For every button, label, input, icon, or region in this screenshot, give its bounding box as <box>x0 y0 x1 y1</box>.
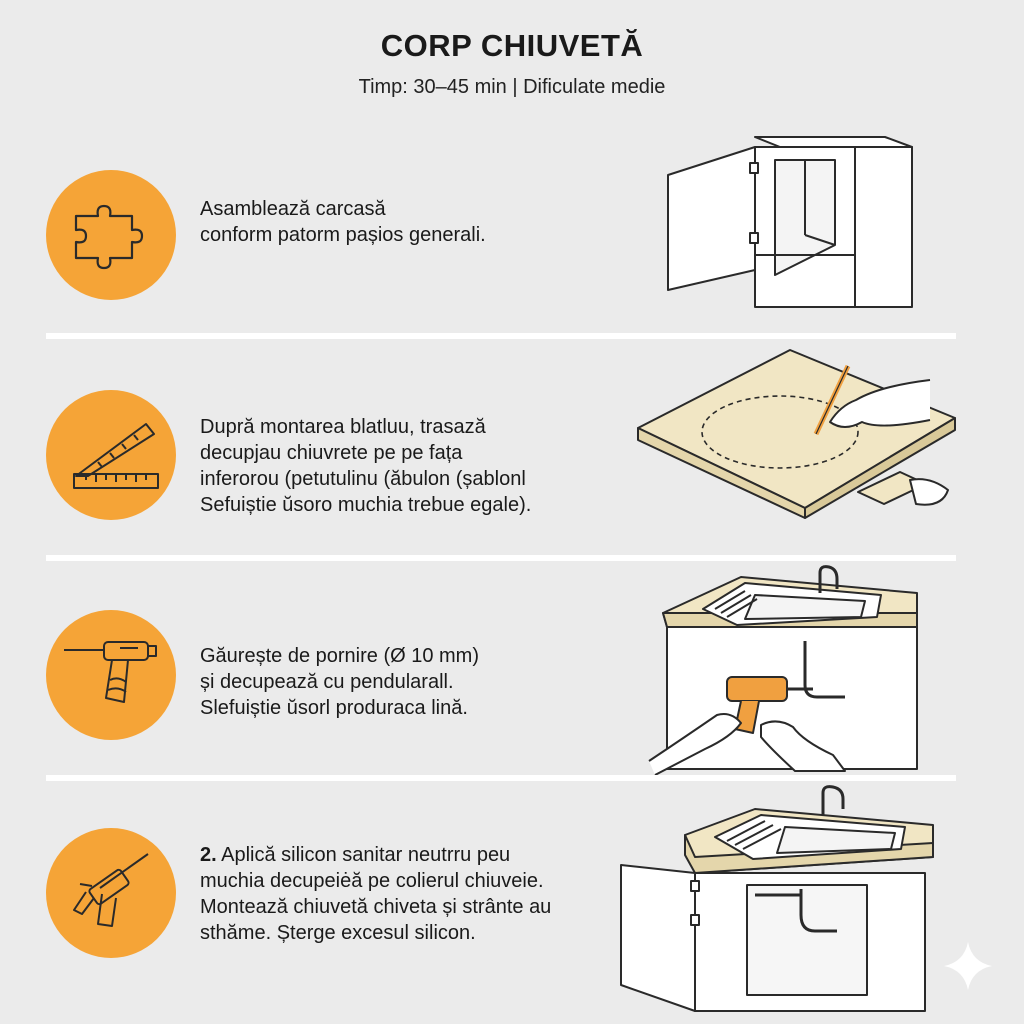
step-4-text: 2. Aplică silicon sanitar neutrru peu muchia decupeiėă pe colierul chiuveie. Montează chiuvetă chiveta și strânte au sthăme. Șterge excesul silicon. <box>200 844 552 944</box>
step-4-icon-badge <box>46 828 176 958</box>
step-4-number: 2. <box>200 844 217 866</box>
step-1-text: Asamblează carcasă conform patorm pașios generali. <box>200 198 486 246</box>
divider <box>46 555 956 561</box>
step-3-text: Găurește de pornire (Ø 10 mm) și decupează cu pendularall. Slefuiștie ŭsorl produraca lină. <box>200 645 479 719</box>
worktop-marking-illustration <box>630 340 960 530</box>
sparkle-icon <box>942 940 994 992</box>
drill-icon <box>46 610 176 740</box>
sink-installed-illustration <box>615 785 945 1015</box>
cabinet-carcass-illustration <box>660 115 920 315</box>
step-1-icon-badge <box>46 170 176 300</box>
page-title: CORP CHIUVETĂ <box>380 28 644 63</box>
divider <box>46 333 956 339</box>
step-3-icon-badge <box>46 610 176 740</box>
ruler-square-icon <box>46 390 176 520</box>
sink-drilling-illustration <box>645 565 945 775</box>
divider <box>46 775 956 781</box>
step-2-icon-badge <box>46 390 176 520</box>
page-subtitle: Timp: 30–45 min | Dificulate medie <box>358 76 666 98</box>
step-2-text: Dupră montarea blatluu, trasază decupjau chiuvrete pe pe fața inferorou (petutulinu (ăbulon (șablonl Sefuiștie ŭsoro muchia trebue egale). <box>200 416 532 516</box>
puzzle-icon <box>46 170 176 300</box>
silicone-gun-icon <box>46 828 176 958</box>
